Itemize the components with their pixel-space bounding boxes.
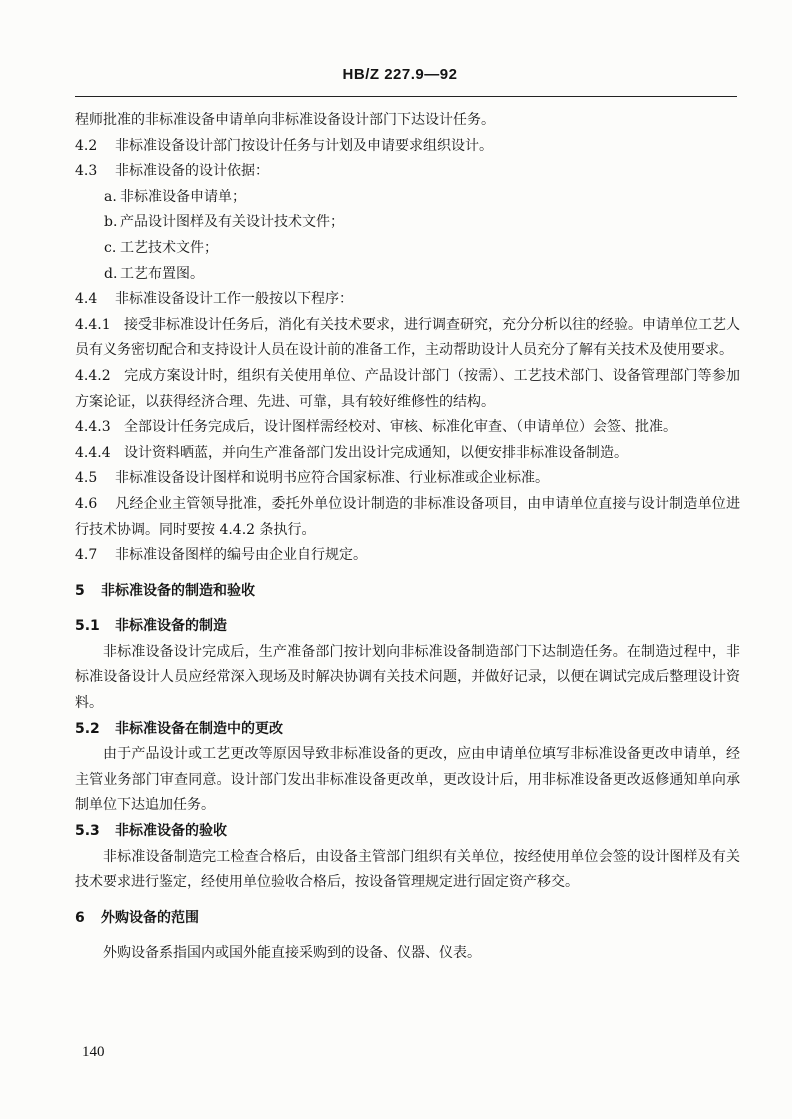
section-5-heading (75, 579, 740, 605)
page-number: 140 (82, 1044, 105, 1060)
list-text: 工艺技术文件； (120, 239, 218, 256)
clause-5-3-heading (75, 819, 740, 845)
clause-4-4 (75, 287, 740, 313)
list-item-c (75, 236, 740, 262)
clause-title: 非标准设备在制造中的更改 (115, 720, 283, 737)
list-label: c. (104, 239, 117, 256)
section-title: 非标准设备的制造和验收 (101, 582, 255, 599)
clause-5-2-heading (75, 717, 740, 743)
list-item-a (75, 185, 740, 211)
clause-4-4-4 (75, 441, 740, 467)
clause-number: 5.2 (75, 720, 100, 737)
clause-number: 4.7 (75, 547, 98, 564)
section-number: 5 (75, 582, 85, 599)
clause-4-7 (75, 543, 740, 569)
section-6-text: 外购设备系指国内或国外能直接采购到的设备、仪器、仪表。 (103, 945, 481, 962)
list-text: 非标准设备申请单； (120, 188, 246, 205)
list-label: a. (104, 188, 117, 205)
lead-paragraph: 程师批准的非标准设备申请单向非标准设备设计部门下达设计任务。 (75, 112, 495, 128)
clause-text: 设计资料晒蓝，并向生产准备部门发出设计完成通知，以便安排非标准设备制造。 (124, 444, 628, 461)
list-label: b. (104, 214, 118, 231)
clause-number: 4.4 (75, 291, 98, 308)
clause-number: 4.3 (75, 163, 98, 180)
clause-number: 4.4.3 (75, 419, 111, 436)
clause-text: 接受非标准设计任务后，消化有关技术要求，进行调查研究，充分分析以往的经验。申请单位工艺人员有义务密切配合和支持设计人员在设计前的准备工作，主动帮助设计人员充分了解有关技术及使用要求。 (75, 316, 740, 359)
clause-number: 4.2 (75, 137, 98, 154)
clause-4-4-1 (75, 313, 740, 364)
clause-4-5 (75, 466, 740, 492)
clause-text: 完成方案设计时，组织有关使用单位、产品设计部门（按需）、工艺技术部门、设备管理部门等参加方案论证，以获得经济合理、先进、可靠，具有较好维修性的结构。 (75, 367, 740, 410)
clause-title: 非标准设备的验收 (115, 823, 227, 840)
list-text: 工艺布置图。 (120, 265, 204, 282)
list-label: d. (104, 265, 118, 282)
clause-number: 4.4.4 (75, 444, 111, 461)
section-6-heading (75, 906, 740, 932)
clause-number: 4.4.1 (75, 316, 111, 333)
clause-5-3-text: 非标准设备制造完工检查合格后，由设备主管部门组织有关单位，按经使用单位会签的设计图样及有关技术要求进行鉴定，经使用单位验收合格后，按设备管理规定进行固定资产移交。 (75, 848, 740, 891)
clause-text: 凡经企业主管领导批准，委托外单位设计制造的非标准设备项目，由申请单位直接与设计制造单位进行技术协调。同时要按 4.4.2 条执行。 (75, 495, 740, 538)
clause-4-6 (75, 492, 740, 543)
section-number: 6 (75, 909, 85, 926)
list-item-d (75, 262, 740, 288)
clause-number: 5.3 (75, 823, 100, 840)
clause-4-3 (75, 159, 740, 185)
document-body (75, 108, 740, 967)
clause-text: 非标准设备图样的编号由企业自行规定。 (115, 547, 367, 564)
header-rule (75, 96, 737, 97)
clause-4-4-3 (75, 415, 740, 441)
clause-number: 4.5 (75, 470, 98, 487)
clause-5-2-text: 由于产品设计或工艺更改等原因导致非标准设备的更改，应由申请单位填写非标准设备更改申请单，经主管业务部门审查同意。设计部门发出非标准设备更改单，更改设计后，用非标准设备更改返修通知单向承制单位下达追加任务。 (75, 746, 740, 814)
clause-title: 非标准设备的制造 (115, 618, 227, 635)
clause-5-1-text: 非标准设备设计完成后，生产准备部门按计划向非标准设备制造部门下达制造任务。在制造过程中，非标准设备设计人员应经常深入现场及时解决协调有关技术问题，并做好记录，以便在调试完成后整理设计资料。 (75, 643, 740, 712)
clause-text: 全部设计任务完成后，设计图样需经校对、审核、标准化审查、（申请单位）会签、批准。 (124, 419, 677, 436)
list-item-b (75, 210, 740, 236)
clause-5-1-heading (75, 614, 740, 640)
clause-text: 非标准设备设计工作一般按以下程序： (115, 291, 353, 308)
section-title: 外购设备的范围 (101, 909, 199, 926)
clause-4-2 (75, 134, 740, 160)
clause-number: 4.6 (75, 495, 98, 512)
list-text: 产品设计图样及有关设计技术文件； (120, 214, 344, 231)
clause-number: 4.4.2 (75, 367, 111, 384)
clause-4-4-2 (75, 364, 740, 415)
doc-code-header: HB/Z 227.9—92 (342, 66, 458, 83)
clause-number: 5.1 (75, 618, 100, 635)
clause-text: 非标准设备设计部门按设计任务与计划及申请要求组织设计。 (115, 137, 493, 154)
clause-text: 非标准设备设计图样和说明书应符合国家标准、行业标准或企业标准。 (115, 470, 549, 487)
clause-text: 非标准设备的设计依据： (115, 163, 269, 180)
